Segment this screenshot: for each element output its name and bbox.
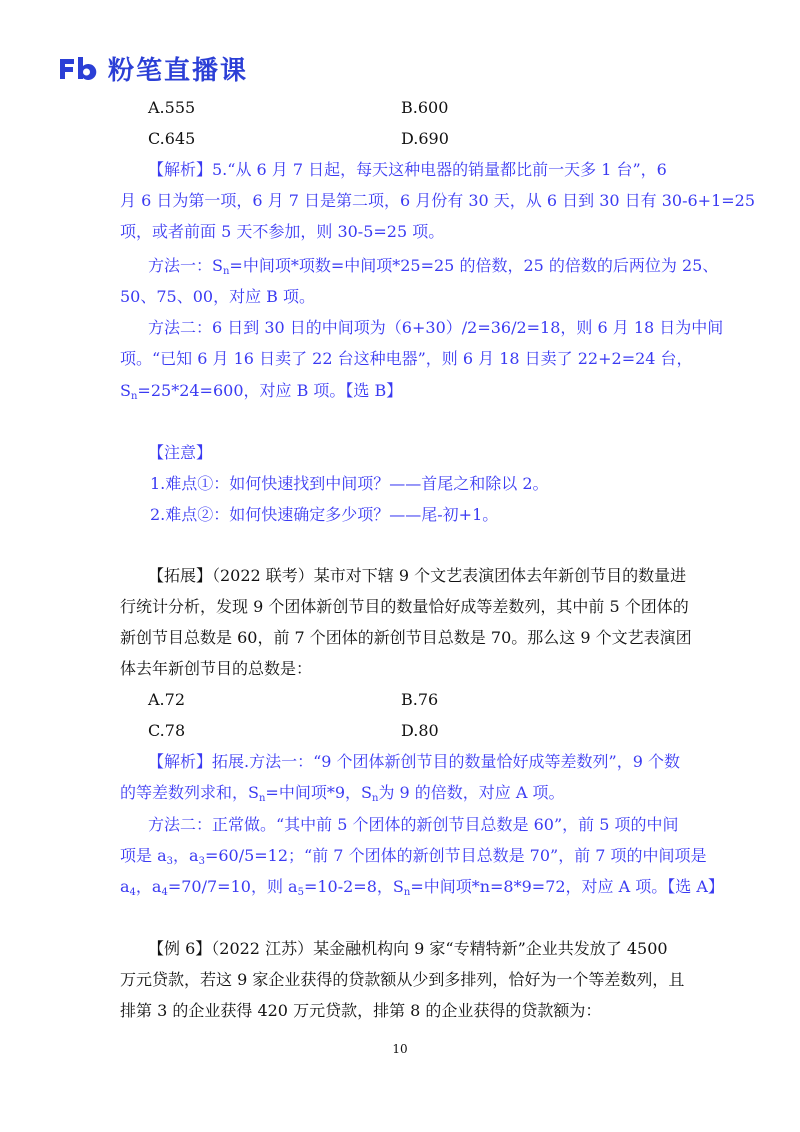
extension-line: 新创节目总数是 60，前 7 个团体的新创节目总数是 70。那么这 9 个文艺表演团 bbox=[120, 628, 692, 647]
text: 项是 a bbox=[120, 846, 167, 865]
ext-option-b: B.76 bbox=[401, 690, 439, 709]
ext-option-d: D.80 bbox=[401, 721, 439, 740]
extension-line: 行统计分析，发现 9 个团体新创节目的数量恰好成等差数列，其中前 5 个团体的 bbox=[120, 597, 689, 616]
subscript: n bbox=[258, 793, 266, 804]
subscript: 3 bbox=[166, 856, 174, 867]
extension-line: 【拓展】（2022 联考）某市对下辖 9 个文艺表演团体去年新创节目的数量进 bbox=[148, 566, 687, 585]
text: =10-2=8，S bbox=[303, 877, 404, 896]
example6-line: 排第 3 的企业获得 420 万元贷款，排第 8 的企业获得的贷款额为： bbox=[120, 1001, 602, 1020]
note-point-1: 1.难点①：如何快速找到中间项？——首尾之和除以 2。 bbox=[150, 474, 549, 493]
extension-line: 体去年新创节目的总数是： bbox=[120, 659, 313, 678]
analysis-line: 月 6 日为第一项，6 月 7 日是第二项，6 月份有 30 天，从 6 日到 30 日有 30-6+1=25 bbox=[120, 191, 756, 210]
subscript: n bbox=[222, 266, 230, 277]
method-one-line: 50、75、00，对应 B 项。 bbox=[120, 287, 316, 306]
brand-name: 粉笔直播课 bbox=[108, 55, 249, 86]
method-two-line: 方法二：6 日到 30 日的中间项为（6+30）/2=36/2=18，则 6 月 18 日为中间 bbox=[148, 318, 724, 337]
text: =中间项*n=8*9=72，对应 A 项。【选 A】 bbox=[410, 877, 724, 896]
text: ，a bbox=[135, 877, 162, 896]
subscript: 3 bbox=[198, 856, 205, 867]
ext-analysis-line: 【解析】拓展.方法一：“9 个团体新创节目的数量恰好成等差数列”，9 个数 bbox=[148, 752, 680, 771]
text: ，a bbox=[173, 846, 199, 865]
note-point-2: 2.难点②：如何快速确定多少项？——尾-初+1。 bbox=[150, 505, 499, 524]
analysis-line: 【解析】5.“从 6 月 7 日起，每天这种电器的销量都比前一天多 1 台”，6 bbox=[148, 160, 667, 179]
text: 方法一：S bbox=[148, 256, 223, 275]
note-title: 【注意】 bbox=[148, 443, 213, 462]
brand-logo bbox=[58, 52, 248, 84]
text: =70/7=10，则 a bbox=[167, 877, 298, 896]
q5-option-c: C.645 bbox=[148, 129, 196, 148]
analysis-line: 项，或者前面 5 天不参加，则 30-5=25 项。 bbox=[120, 222, 445, 241]
example6-line: 【例 6】（2022 江苏）某金融机构向 9 家“专精特新”企业共发放了 4500 bbox=[148, 939, 668, 958]
text: =25*24=600，对应 B 项。【选 B】 bbox=[137, 381, 403, 400]
subscript: 5 bbox=[297, 887, 304, 898]
q5-option-b: B.600 bbox=[401, 98, 449, 117]
ext-option-a: A.72 bbox=[148, 690, 185, 709]
text: =中间项*项数=中间项*25=25 的倍数，25 的倍数的后两位为 25、 bbox=[229, 256, 719, 275]
ext-analysis-line bbox=[120, 783, 680, 809]
method-two-line bbox=[120, 381, 680, 407]
subscript: n bbox=[371, 793, 379, 804]
method-one-line bbox=[148, 256, 719, 282]
text: 的等差数列求和，S bbox=[120, 783, 259, 802]
subscript: 4 bbox=[161, 887, 168, 898]
text: S bbox=[120, 381, 131, 400]
ext-option-c: C.78 bbox=[148, 721, 186, 740]
text: a bbox=[120, 877, 130, 896]
ext-analysis-line bbox=[120, 846, 707, 872]
text: =60/5=12；“前 7 个团体的新创节目总数是 70”，前 7 项的中间项是 bbox=[204, 846, 707, 865]
method-two-line: 项。“已知 6 月 16 日卖了 22 台这种电器”，则 6 月 18 日卖了 22+2=24 台， bbox=[120, 349, 693, 368]
fb-logo-icon bbox=[58, 55, 102, 81]
subscript: n bbox=[130, 391, 138, 402]
ext-analysis-line bbox=[120, 877, 724, 903]
q5-option-a: A.555 bbox=[148, 98, 196, 117]
subscript: n bbox=[403, 887, 411, 898]
ext-analysis-line: 方法二：正常做。“其中前 5 个团体的新创节目总数是 60”，前 5 项的中间 bbox=[148, 815, 679, 834]
q5-option-d: D.690 bbox=[401, 129, 449, 148]
example6-line: 万元贷款，若这 9 家企业获得的贷款额从少到多排列，恰好为一个等差数列，且 bbox=[120, 970, 685, 989]
text: 为 9 的倍数，对应 A 项。 bbox=[378, 783, 565, 802]
subscript: 4 bbox=[129, 887, 136, 898]
text: =中间项*9，S bbox=[265, 783, 372, 802]
page-number: 10 bbox=[392, 1042, 408, 1056]
